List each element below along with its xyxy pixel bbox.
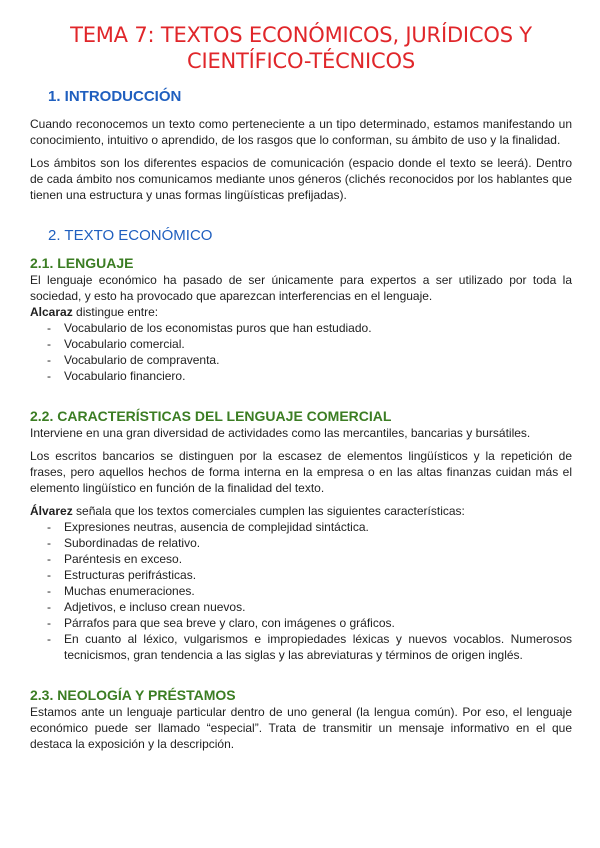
paragraph	[30, 503, 572, 519]
paragraph: Estamos ante un lenguaje particular dentro de uno general (la lengua común). Por eso, el lenguaje económico puede ser llamado “especial”. Trata de transmitir un mensaje informativo en el que destaca la exposición y la descripción.	[30, 705, 572, 751]
list-item: - Subordinadas de relativo.	[30, 535, 572, 551]
paragraph: El lenguaje económico ha pasado de ser únicamente para expertos a ser utilizado por toda la sociedad, y esto ha provocado que aparezcan interferencias en el lenguaje.	[30, 273, 572, 303]
list-item: - Vocabulario de los economistas puros que han estudiado.	[30, 320, 572, 336]
paragraph-text: señala que los textos comerciales cumplen las siguientes características:	[72, 504, 465, 518]
section-heading-texto-economico: 2. TEXTO ECONÓMICO	[48, 227, 213, 244]
document-page	[30, 22, 572, 752]
paragraph	[30, 304, 572, 320]
paragraph-text: distingue entre:	[72, 305, 159, 319]
subsection-heading-lenguaje-comercial: 2.2. CARACTERÍSTICAS DEL LENGUAJE COMERCIAL	[30, 408, 392, 424]
vocabulary-list	[30, 320, 572, 384]
subsection-heading-lenguaje: 2.1. LENGUAJE	[30, 255, 134, 271]
list-item: - Expresiones neutras, ausencia de complejidad sintáctica.	[30, 519, 572, 535]
list-item: - Vocabulario financiero.	[30, 368, 572, 384]
list-item: - En cuanto al léxico, vulgarismos e impropiedades léxicas y nuevos vocablos. Numerosos tecnicismos, gran tendencia a las siglas y las abreviaturas y términos de origen inglés.	[30, 631, 572, 663]
paragraph: Los ámbitos son los diferentes espacios de comunicación (espacio donde el texto se leerá). Dentro de cada ámbito nos comunicamos mediante unos géneros (clichés reconocidos por los hablantes que tienen una estructura y unas formas lingüísticas prefijadas).	[30, 156, 572, 202]
list-item: - Adjetivos, e incluso crean nuevos.	[30, 599, 572, 615]
list-item: - Paréntesis en exceso.	[30, 551, 572, 567]
list-item: - Vocabulario de compraventa.	[30, 352, 572, 368]
list-item: - Estructuras perifrásticas.	[30, 567, 572, 583]
paragraph: Interviene en una gran diversidad de actividades como las mercantiles, bancarias y bursátiles.	[30, 426, 531, 440]
list-item: - Vocabulario comercial.	[30, 336, 572, 352]
characteristics-list	[30, 519, 572, 663]
list-item: - Muchas enumeraciones.	[30, 583, 572, 599]
subsection-heading-neologia: 2.3. NEOLOGÍA Y PRÉSTAMOS	[30, 687, 236, 703]
section-heading-introduccion: 1. INTRODUCCIÓN	[48, 88, 182, 105]
document-title: TEMA 7: TEXTOS ECONÓMICOS, JURÍDICOS Y CIENTÍFICO-TÉCNICOS	[70, 23, 532, 73]
author-name: Alcaraz	[30, 305, 73, 319]
paragraph: Los escritos bancarios se distinguen por la escasez de elementos lingüísticos y la repetición de frases, pero aquellos hechos de forma interna en la empresa o en las altas finanzas cuidan más el elemento lingüístico en función de la finalidad del texto.	[30, 449, 572, 495]
paragraph: Cuando reconocemos un texto como perteneciente a un tipo determinado, estamos manifestando un conocimiento, intuitivo o aprendido, de los rasgos que lo conforman, su ámbito de uso y la finalidad.	[30, 117, 572, 147]
list-item: - Párrafos para que sea breve y claro, con imágenes o gráficos.	[30, 615, 572, 631]
author-name: Álvarez	[30, 504, 73, 518]
